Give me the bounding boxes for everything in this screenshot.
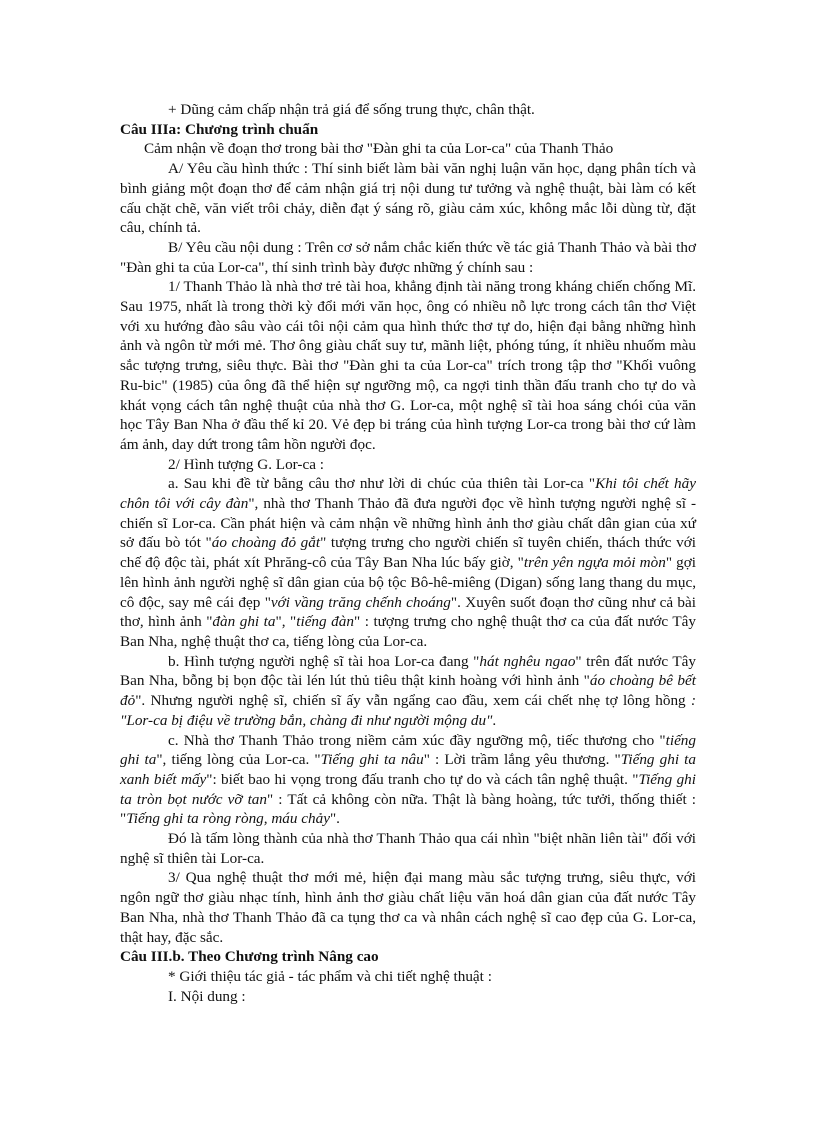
paragraph-a: [120, 474, 696, 651]
document-page: [120, 100, 696, 1006]
text-run: " tượng trưng cho người chiến sĩ tuyên chiến, thách thức với chế độ độc tài, phát xít Phrăng-cô của Tây Ban Nha lúc bấy giờ, ": [120, 534, 696, 572]
paragraph-2-heading: 2/ Hình tượng G. Lor-ca :: [168, 455, 324, 473]
quote-run: áo choàng đỏ gắt: [211, 534, 321, 552]
paragraph-3: 3/ Qua nghệ thuật thơ mới mẻ, hiện đại mang màu sắc tượng trưng, siêu thực, với ngôn ngữ thơ giàu nhạc tính, hình ảnh thơ giàu chất liệu văn hoá dân gian của đất nước Tây Ban Nha, nhà thơ Thanh Thảo đã ca tụng thơ ca và nhân cách nghệ sĩ cao đẹp của G. Lor-ca, thật hay, đặc sắc.: [120, 869, 696, 946]
quote-run: Tiếng ghi ta tròn bọt nước vỡ tan: [120, 770, 696, 808]
text-run: c. Nhà thơ Thanh Thảo trong niềm cảm xúc đầy ngưỡng mộ, tiếc thương cho ": [168, 731, 666, 749]
quote-run: hát nghêu ngao: [479, 652, 576, 670]
paragraph-c: [120, 731, 696, 830]
quote-run: Tiếng ghi ta nâu: [320, 751, 424, 769]
quote-run: tiếng ghi ta: [120, 731, 696, 769]
text-run: ": biết bao hi vọng trong đấu tranh cho tự do và cách tân nghệ thuật. ": [206, 770, 639, 788]
text-run: ". Nhưng người nghệ sĩ, chiến sĩ ấy vẫn ngẩng cao đầu, xem cái chết nhẹ tợ lông hồng: [135, 692, 691, 710]
text-run: " : tượng trưng cho nghệ thuật thơ ca của đất nước Tây Ban Nha, nghệ thuật thơ ca, tiếng lòng của Lor-ca.: [120, 613, 696, 650]
text-run: .: [492, 711, 497, 729]
quote-run: trên yên ngựa mỏi mòn: [523, 554, 666, 572]
text-run: ". Xuyên suốt đoạn thơ cũng như cả bài thơ, hình ảnh ": [120, 593, 696, 631]
section-b-item-1: I. Nội dung :: [168, 987, 246, 1005]
paragraph-1: 1/ Thanh Thảo là nhà thơ trẻ tài hoa, khẳng định tài năng trong kháng chiến chống Mĩ. Sau 1975, nhất là trong thời kỳ đổi mới văn học, ông có nhiều nỗ lực trong cách tân thơ Việt với xu hướng đào sâu vào cái tôi nội cảm qua hình thức thơ tự do, hiện đại bằng những hình ảnh và ngôn từ mới mẻ. Thơ ông giàu chất suy tư, mãnh liệt, phóng túng, ít nhiều nhuốm màu sắc tượng trưng, siêu thực. Bài thơ "Đàn ghi ta của Lor-ca" trích trong tập thơ "Khối vuông Ru-bic" (1985) của ông đã thể hiện sự ngưỡng mộ, ca ngợi tinh thần đấu tranh cho tự do và khát vọng cách tân nghệ thuật của nhà thơ G. Lor-ca, một nghệ sĩ tài hoa sáng chói của văn học Tây Ban Nha ở đầu thế kỉ 20. Vẻ đẹp bi tráng của hình tượng Lor-ca trong bài thơ cứ làm ám ảnh, day dứt trong tâm hồn người đọc.: [120, 278, 696, 453]
quote-run: đàn ghi ta: [212, 613, 276, 631]
quote-run: Khi tôi chết hãy chôn tôi với cây đàn: [120, 475, 696, 513]
content-requirement: B/ Yêu cầu nội dung : Trên cơ sở nắm chắc kiến thức về tác giả Thanh Thảo và bài thơ "Đàn ghi ta của Lor-ca", thí sinh trình bày được những ý chính sau :: [120, 238, 696, 276]
paragraph-b: [120, 652, 696, 731]
paragraph-d: Đó là tấm lòng thành của nhà thơ Thanh Thảo qua cái nhìn "biệt nhãn liên tài" đối với nghệ sĩ thiên tài Lor-ca.: [120, 830, 696, 867]
text-run: ", tiếng lòng của Lor-ca. ": [156, 751, 321, 769]
text-run: ", nhà thơ Thanh Thảo đã đưa người đọc về hình tượng người nghệ sĩ - chiến sĩ Lor-ca. Cần phát hiện và cảm nhận về những hình ảnh thơ giàu chất dân gian của xứ sở đấu bò tót ": [120, 495, 696, 552]
line-top: + Dũng cảm chấp nhận trả giá để sống trung thực, chân thật.: [168, 101, 535, 118]
quote-run: với vầng trăng chếnh choáng: [270, 593, 451, 611]
text-run: " trên đất nước Tây Ban Nha, bỗng bị bọn độc tài lén lút thủ tiêu thật kinh hoàng với hình ảnh ": [120, 652, 696, 690]
section-b-intro: * Giới thiệu tác giả - tác phẩm và chi tiết nghệ thuật :: [168, 967, 492, 985]
section-a-intro: Cảm nhận về đoạn thơ trong bài thơ "Đàn ghi ta của Lor-ca" của Thanh Thảo: [144, 140, 614, 158]
text-run: " : Tất cả không còn nữa. Thật là bàng hoàng, tức tưởi, thống thiết : ": [120, 790, 697, 828]
quote-run: Tiếng ghi ta ròng ròng, máu chảy: [126, 810, 330, 828]
quote-run: : "Lor-ca bị điệu về trường bắn, chàng đi như người mộng du": [120, 692, 696, 729]
text-run: ", ": [275, 613, 297, 631]
quote-run: áo choàng bê bết đỏ: [120, 672, 696, 710]
quote-run: Tiếng ghi ta xanh biết mấy: [120, 751, 696, 788]
quote-run: tiếng đàn: [296, 613, 354, 631]
text-run: ".: [329, 810, 340, 828]
text-run: b. Hình tượng người nghệ sĩ tài hoa Lor-ca đang ": [168, 652, 480, 670]
form-requirement: A/ Yêu cầu hình thức : Thí sinh biết làm bài văn nghị luận văn học, dạng phân tích và bình giảng một đoạn thơ để cảm nhận giá trị nội dung tư tưởng và nghệ thuật, bài làm có kết cấu chặt chẽ, văn viết trôi chảy, diễn đạt ý sáng rõ, giàu cảm xúc, không mắc lỗi dùng từ, đặt câu, chính tả.: [120, 160, 696, 237]
text-run: " gợi lên hình ảnh người nghệ sĩ dân gian của bộ tộc Bô-hê-miêng (Digan) sống lang thang du mục, cô độc, say mê cái đẹp ": [120, 554, 696, 611]
text-run: " : Lời trầm lắng yêu thương. ": [423, 751, 621, 769]
section-b-title: Câu III.b. Theo Chương trình Nâng cao: [120, 948, 379, 966]
section-a-title: Câu IIIa: Chương trình chuẩn: [120, 120, 319, 138]
text-run: a. Sau khi đề từ bằng câu thơ như lời di chúc của thiên tài Lor-ca ": [168, 475, 596, 493]
